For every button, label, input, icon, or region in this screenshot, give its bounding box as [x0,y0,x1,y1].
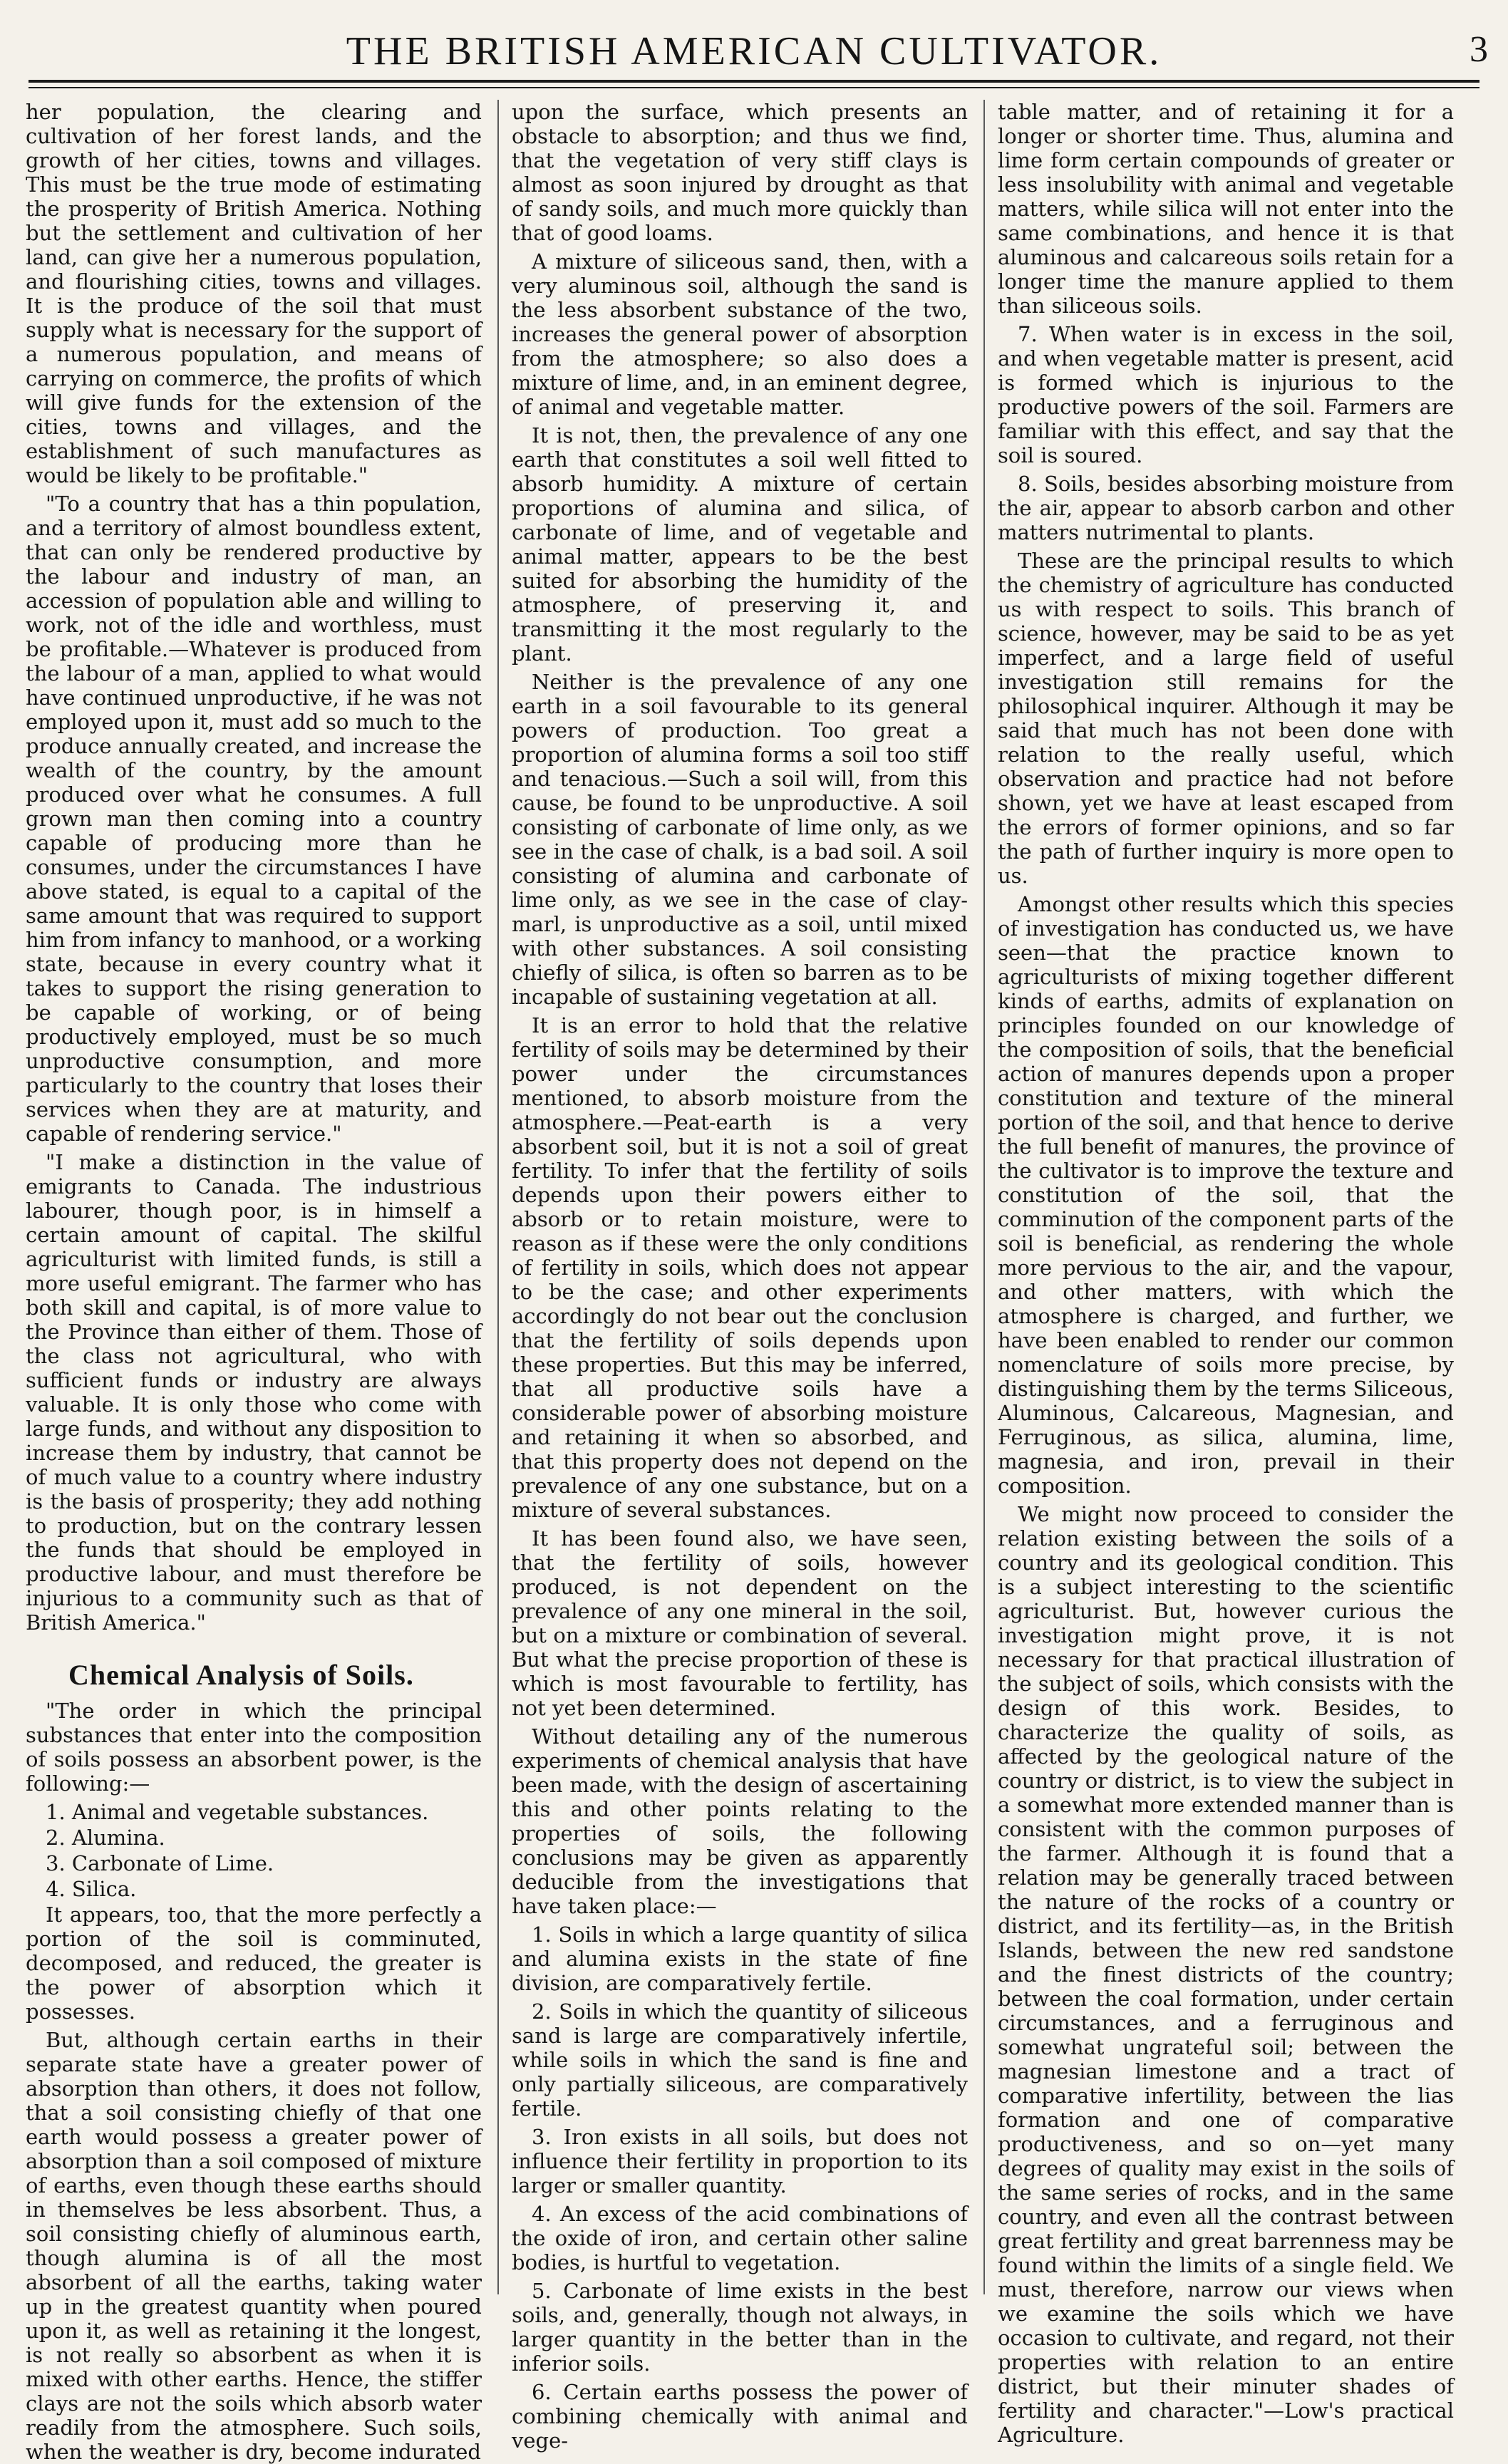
masthead [0,21,1508,86]
paragraph: 8. Soils, besides absorbing moisture from the air, appear to absorb carbon and other matters nutrimental to plants. [998,472,1454,544]
paragraph: It is not, then, the prevalence of any one earth that constitutes a soil well fitted to absorb humidity. A mixture of certain proportions of alumina and silica, of carbonate of lime, and of vegetable and animal matter, appears to be the best suited for absorbing the humidity of the atmosphere, of preserving it, and transmitting it the most regularly to the plant. [512,423,968,666]
paragraph: Amongst other results which this species of investigation has conducted us, we have seen—that the practice known to agriculturists of mixing together different kinds of earths, admits of explanation on principles founded on our knowledge of the composition of soils, that the beneficial action of manures depends upon a proper constitution and texture of the mineral portion of the soil, and that hence to derive the full benefit of manures, the province of the cultivator is to improve the texture and constitution of the soil, that the comminution of the component parts of the soil is beneficial, as rendering the whole more pervious to the air, and the vapour, and other matters, with which the atmosphere is charged, and further, we have been enabled to render our common nomenclature of soils more precise, by distinguishing them by the terms Siliceous, Aluminous, Calcareous, Magnesian, and Ferruginous, as silica, alumina, lime, magnesia, and iron, prevail in their composition. [998,892,1454,1498]
paragraph: It appears, too, that the more perfectly a portion of the soil is comminuted, decomposed, and reduced, the greater is the power of absorption which it possesses. [26,1903,482,2024]
list-item: 2. Alumina. [46,1826,165,1850]
paragraph: "The order in which the principal substances that enter into the composition of soils possess an absorbent power, is the following:— [26,1699,482,1796]
paragraph: It is an error to hold that the relative fertility of soils may be determined by their power under the circumstances mentioned, to absorb moisture from the atmosphere.—Peat-earth is a very absorbent soil, but it is not a soil of great fertility. To infer that the fertility of soils depends upon their powers either to absorb or to retain moisture, were to reason as if these were the only conditions of fertility in soils, which does not appear to be the case; and other experiments accordingly do not bear out the conclusion that the fertility of soils depends upon these properties. But this may be inferred, that all productive soils have a considerable power of absorbing moisture and retaining it when so absorbed, and that this property does not depend on the prevalence of any one substance, but on a mixture of several substances. [512,1013,968,1522]
column-1 [26,100,482,2464]
list-item: 3. Carbonate of Lime. [46,1851,274,1875]
column-divider [983,100,985,2294]
paragraph: "To a country that has a thin population, and a territory of almost boundless extent, that can only be rendered productive by the labour and industry of man, an accession of population able and willing to work, not of the idle and worthless, must be profitable.—Whatever is produced from the labour of a man, applied to what would have continued unproductive, if he was not employed upon it, must add so much to the produce annually created, and increase the wealth of the country, by the amount produced over what he consumes. A full grown man then coming into a country capable of producing more than he consumes, under the circumstances I have above stated, is equal to a capital of the same amount that was required to support him from infancy to manhood, or a working state, because in every country what it takes to support the rising generation to be capable of working, or of being productively employed, must be so much unproductive consumption, and more particularly to the country that loses their services when they are at maturity, and capable of rendering service." [26,492,482,1146]
paragraph: 2. Soils in which the quantity of siliceous sand is large are comparatively infertile, while soils in which the sand is fine and only partially siliceous, are comparatively fertile. [512,1999,968,2121]
column-divider [497,100,499,2294]
page-title: THE BRITISH AMERICAN CULTIVATOR. [346,29,1162,73]
paragraph: upon the surface, which presents an obstacle to absorption; and thus we find, that the vegetation of very stiff clays is almost as soon injured by drought as that of sandy soils, and much more quickly than that of good loams. [512,100,968,245]
paragraph: A mixture of siliceous sand, then, with a very aluminous soil, although the sand is the less absorbent substance of the two, increases the general power of absorption from the atmosphere; so also does a mixture of lime, and, in an eminent degree, of animal and vegetable matter. [512,249,968,419]
paragraph: We might now proceed to consider the relation existing between the soils of a country and its geological condition. This is a subject interesting to the scientific agriculturist. But, however curious the investigation might prove, it is not necessary for that practical illustration of the subject of soils, which consists with the design of this work. Besides, to characterize the quality of soils, as affected by the geological nature of the country or district, is to view the subject in a somewhat more extended manner than is consistent with the common purposes of the farmer. Although it is found that a relation may be generally traced between the nature of the rocks of a country or district, and its fertility—as, in the British Islands, between the new red sandstone and the finest districts of the country; between the coal formation, under certain circumstances, and a ferruginous and somewhat ungrateful soil; between the magnesian limestone and a tract of comparative infertility, between the lias formation and one of comparative productiveness, and so on—yet many degrees of quality may exist in the soils of the same series of rocks, and in the same country, and even all the contrast between great fertility and great barrenness may be found within the limits of a single field. We must, therefore, narrow our views when we examine the soils which we have occasion to cultivate, and regard, not their properties with relation to an entire district, but their minuter shades of fertility and character."—Low's practical Agriculture. [998,1502,1454,2447]
paragraph: But, although certain earths in their separate state have a greater power of absorption than others, it does not follow, that a soil consisting chiefly of that one earth would possess a greater power of absorption than a soil composed of mixture of earths, even though these earths should in themselves be less absorbent. Thus, a soil consisting chiefly of aluminous earth, though alumina is of all the most absorbent of all the earths, taking water up in the greatest quantity when poured upon it, as well as retaining it the longest, is not really so absorbent as when it is mixed with other earths. Hence, the stiffer clays are not the soils which absorb water readily from the atmosphere. Such soils, when the weather is dry, become indurated [26,2028,482,2464]
paragraph: 4. An excess of the acid combinations of the oxide of iron, and certain other saline bodies, is hurtful to vegetation. [512,2202,968,2274]
header-rule-thin [29,87,1479,88]
paragraph: 5. Carbonate of lime exists in the best soils, and, generally, though not always, in larger quantity in the better than in the inferior soils. [512,2279,968,2376]
paragraph: "I make a distinction in the value of emigrants to Canada. The industrious labourer, though poor, is in himself a certain amount of capital. The skilful agriculturist with limited funds, is still a more useful emigrant. The farmer who has both skill and capital, is of more value to the Province than either of them. Those of the class not agricultural, who with sufficient funds or industry are always valuable. It is only those who come with large funds, and without any disposition to increase them by industry, that cannot be of much value to a country where industry is the basis of prosperity; they add nothing to production, but on the contrary lessen the funds that should be employed in productive labour, and must therefore be injurious to a community such as that of British America." [26,1150,482,1635]
page-number: 3 [1470,29,1488,70]
paragraph: her population, the clearing and cultivation of her forest lands, and the growth of her cities, towns and villages. This must be the true mode of estimating the prosperity of British America. Nothing but the settlement and cultivation of her land, can give her a numerous population, and flourishing cities, towns and villages. It is the produce of the soil that must supply what is necessary for the support of a numerous population, and means of carrying on commerce, the profits of which will give funds for the extension of the cities, towns and villages, and the establishment of such manufactures as would be likely to be profitable." [26,100,482,487]
list-item: 1. Animal and vegetable substances. [46,1800,429,1824]
paragraph: 7. When water is in excess in the soil, and when vegetable matter is present, acid is formed which is injurious to the productive powers of the soil. Farmers are familiar with this effect, and say that the soil is soured. [998,322,1454,467]
paragraph: These are the principal results to which the chemistry of agriculture has conducted us with respect to soils. This branch of science, however, may be said to be as yet imperfect, and a large field of useful investigation still remains for the philosophical inquirer. Although it may be said that much has not been done with relation to the really useful, which observation and practice had not before shown, yet we have at least escaped from the errors of former opinions, and so far the path of further inquiry is more open to us. [998,549,1454,888]
section-heading: Chemical Analysis of Soils. [68,1659,414,1691]
paragraph: It has been found also, we have seen, that the fertility of soils, however produced, is not dependent on the prevalence of any one mineral in the soil, but on a mixture or combination of several. But what the precise proportion of these is which is most favourable to fertility, has not yet been determined. [512,1526,968,1720]
paragraph: 1. Soils in which a large quantity of silica and alumina exists in the state of fine division, are comparatively fertile. [512,1922,968,1995]
paragraph: Without detailing any of the numerous experiments of chemical analysis that have been made, with the design of ascertaining this and other points relating to the properties of soils, the following conclusions may be given as apparently deducible from the investigations that have taken place:— [512,1724,968,1918]
paragraph: table matter, and of retaining it for a longer or shorter time. Thus, alumina and lime form certain compounds of greater or less insolubility with animal and vegetable matters, while silica will not enter into the same combinations, and hence it is that aluminous and calcareous soils retain for a longer time the manure applied to them than siliceous soils. [998,100,1454,318]
column-3 [998,100,1454,2447]
paragraph: 3. Iron exists in all soils, but does not influence their fertility in proportion to its larger or smaller quantity. [512,2125,968,2198]
header-rule [29,80,1479,83]
list-item: 4. Silica. [46,1877,137,1901]
paragraph: Neither is the prevalence of any one earth in a soil favourable to its general powers of production. Too great a proportion of alumina forms a soil too stiff and tenacious.—Such a soil will, from this cause, be found to be unproductive. A soil consisting of carbonate of lime only, as we see in the case of chalk, is a bad soil. A soil consisting of alumina and carbonate of lime only, as we see in the case of clay-marl, is unproductive as a soil, until mixed with other substances. A soil consisting chiefly of silica, is often so barren as to be incapable of sustaining vegetation at all. [512,670,968,1009]
column-2 [512,100,968,2453]
paragraph: 6. Certain earths possess the power of combining chemically with animal and vege- [512,2380,968,2453]
